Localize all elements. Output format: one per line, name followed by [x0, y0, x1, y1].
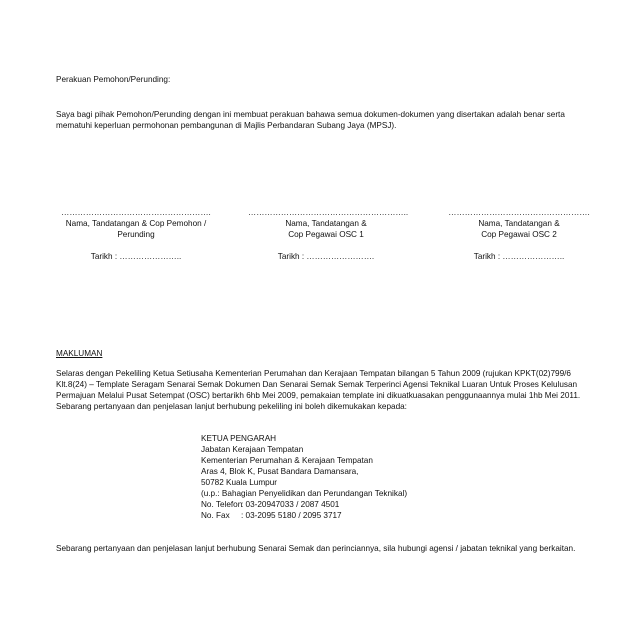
- signature-block-applicant: [56, 207, 216, 262]
- signature-label: Perunding: [117, 230, 155, 239]
- makluman-heading: MAKLUMAN: [56, 349, 103, 358]
- declaration-body: [56, 109, 596, 131]
- declaration-body-line: mematuhi keperluan permohonan pembangunan di Majlis Perbandaran Subang Jaya (MPSJ).: [56, 121, 397, 130]
- address-telephone: [201, 499, 461, 510]
- fax-label: No. Fax: [201, 511, 230, 520]
- makluman-paragraph: [56, 368, 596, 412]
- address-line: KETUA PENGARAH: [201, 434, 277, 443]
- signature-line: …………………………………………….: [448, 208, 590, 217]
- signature-label: Nama, Tandatangan & Cop Pemohon /: [65, 219, 207, 228]
- address-line: Jabatan Kerajaan Tempatan: [201, 445, 304, 454]
- address-line: Aras 4, Blok K, Pusat Bandara Damansara,: [201, 467, 359, 476]
- makluman-line: Selaras dengan Pekeliling Ketua Setiusaha Kementerian Perumahan dan Kerajaan Tempatan bilangan 5 Tahun 2009 (rujukan KPKT(02)799/6: [56, 369, 571, 378]
- address-line: (u.p.: Bahagian Penyelidikan dan Perundangan Teknikal): [201, 489, 408, 498]
- telephone-label: No. Telefon: [201, 500, 243, 509]
- declaration-body-line: Saya bagi pihak Pemohon/Perunding dengan ini membuat perakuan bahawa semua dokumen-dokumen yang disertakan adalah benar serta: [56, 110, 565, 119]
- makluman-line: Klt.8(24) – Template Seragam Senarai Semak Dokumen Dan Senarai Semak Semak Terperinci Agensi Teknikal Luaran Untuk Proses Kelulusan: [56, 380, 578, 389]
- signature-block-osc1: [248, 207, 409, 262]
- address-block: [201, 433, 461, 521]
- address-fax: [201, 510, 461, 521]
- signature-label: Nama, Tandatangan &: [285, 219, 367, 228]
- signature-line: …………………………………………………..: [248, 208, 409, 217]
- footer-note: Sebarang pertanyaan dan penjelasan lanjut berhubung Senarai Semak dan perinciannya, sila hubungi agensi / jabatan teknikal yang berkaitan.: [56, 544, 576, 553]
- signature-label: Cop Pegawai OSC 1: [288, 230, 364, 239]
- address-line: 50782 Kuala Lumpur: [201, 478, 278, 487]
- makluman-line: Permajuan Melalui Pusat Setempat (OSC) bertarikh 6hb Mei 2009, pemakaian template ini dikuatkuasakan penggunaannya mulai 1hb Mei 2011.: [56, 391, 581, 400]
- signature-label: Cop Pegawai OSC 2: [481, 230, 557, 239]
- address-line: Kementerian Perumahan & Kerajaan Tempatan: [201, 456, 373, 465]
- makluman-line: Sebarang pertanyaan dan penjelasan lanjut berhubung pekeliling ini boleh dikemukakan kepada:: [56, 402, 407, 411]
- signature-line: ……………………………………………….: [61, 208, 211, 217]
- signature-date: Tarikh : …………………….: [277, 252, 375, 261]
- signature-block-osc2: [440, 207, 598, 262]
- signature-label: Nama, Tandatangan &: [478, 219, 560, 228]
- declaration-title: Perakuan Pemohon/Perunding:: [56, 75, 171, 84]
- signature-date: Tarikh : …………………..: [90, 252, 182, 261]
- fax-value: : 03-2095 5180 / 2095 3717: [241, 511, 342, 520]
- signature-date: Tarikh : …………………..: [473, 252, 565, 261]
- telephone-value: : 03-20947033 / 2087 4501: [241, 500, 340, 509]
